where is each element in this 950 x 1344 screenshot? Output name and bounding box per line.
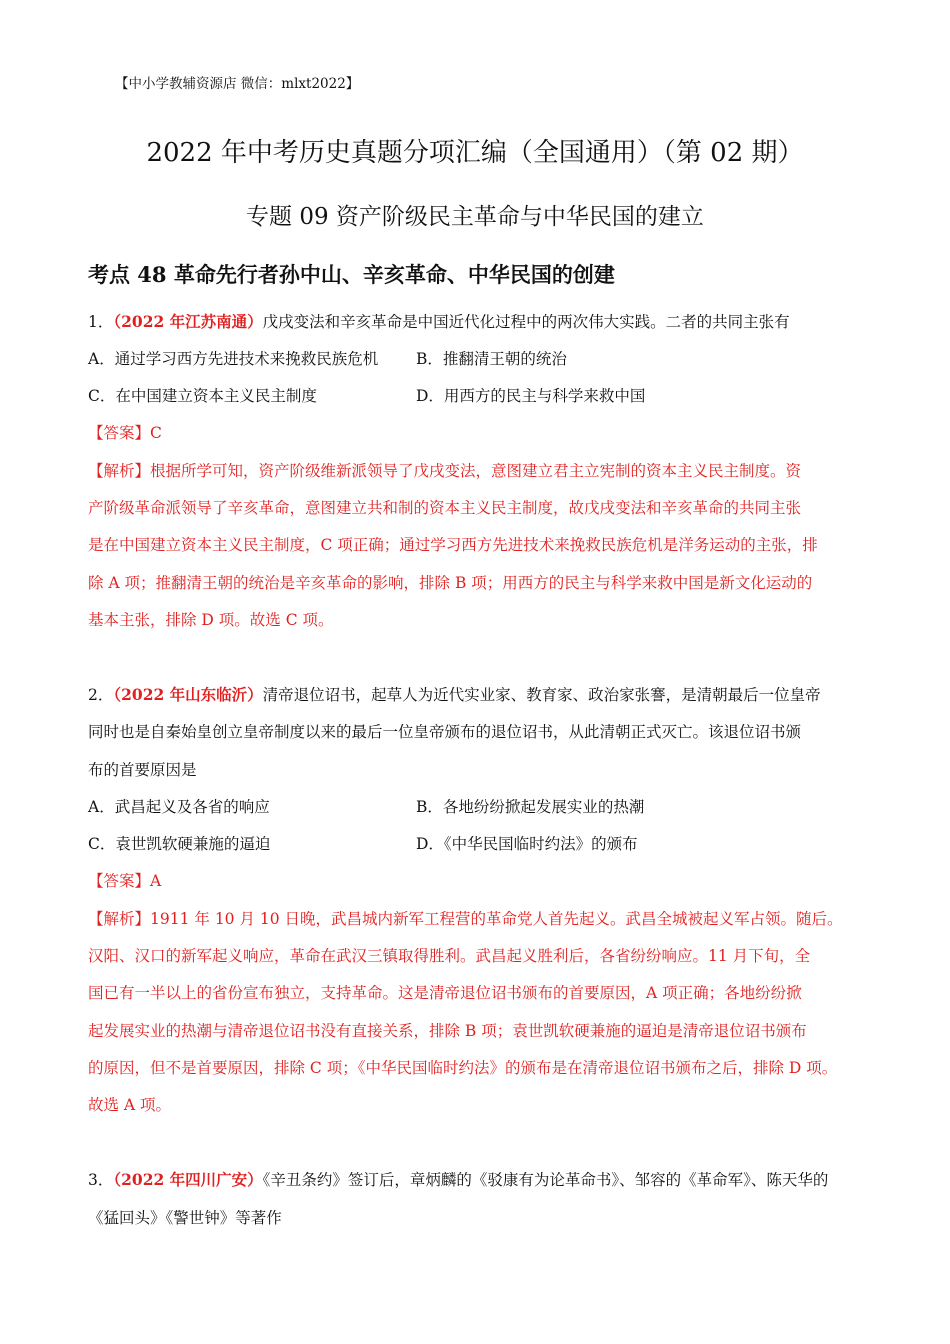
answer-value: C	[150, 424, 162, 442]
answer-value: A	[150, 872, 162, 890]
question-2-analysis-line: 起发展实业的热潮与清帝退位诏书没有直接关系，排除 B 项；袁世凯软硬兼施的逼迫是清帝退位诏书颁布	[88, 1022, 807, 1040]
question-2-analysis-line: 故选 A 项。	[88, 1096, 172, 1114]
question-2-analysis-line: 【解析】1911 年 10 月 10 日晚，武昌城内新军工程营的革命党人首先起义。武昌全城被起义军占领。随后。	[88, 910, 843, 928]
question-2-analysis-line: 的原因，但不是首要原因，排除 C 项；《中华民国临时约法》的颁布是在清帝退位诏书颁布之后，排除 D 项。	[88, 1059, 838, 1077]
question-2-analysis-line: 汉阳、汉口的新军起义响应，革命在武汉三镇取得胜利。武昌起义胜利后，各省纷纷响应。11 月下旬，全	[88, 947, 811, 965]
answer-label: 【答案】	[88, 872, 151, 890]
question-1-option-d: D．用西方的民主与科学来救中国	[416, 387, 646, 405]
document-subtitle: 专题 09 资产阶级民主革命与中华民国的建立	[246, 204, 704, 230]
question-2-stem-line: 布的首要原因是	[88, 761, 197, 779]
question-3-stem-line	[88, 1168, 828, 1190]
question-2-option-d: D．《中华民国临时约法》的颁布	[416, 835, 638, 853]
section-heading: 考点 48 革命先行者孙中山、辛亥革命、中华民国的创建	[88, 262, 615, 287]
question-2-option-c: C．袁世凯软硬兼施的逼迫	[88, 835, 271, 853]
document-title: 2022 年中考历史真题分项汇编（全国通用）（第 02 期）	[146, 138, 804, 168]
question-1-analysis-line: 基本主张，排除 D 项。故选 C 项。	[88, 611, 334, 629]
question-1-option-a: A．通过学习西方先进技术来挽救民族危机	[88, 350, 379, 368]
question-text: 《辛丑条约》签订后，章炳麟的《驳康有为论革命书》、邹容的《革命军》、陈天华的	[262, 1171, 829, 1189]
question-text: 清帝退位诏书，起草人为近代实业家、教育家、政治家张謇，是清朝最后一位皇帝	[262, 686, 821, 704]
question-2-option-b: B．各地纷纷掀起发展实业的热潮	[416, 798, 645, 816]
question-1-answer	[88, 421, 162, 443]
question-source: （2022 年山东临沂）	[113, 685, 263, 704]
question-2-stem-line	[88, 683, 821, 705]
question-3-stem-line: 《猛回头》《警世钟》等著作	[88, 1209, 282, 1227]
question-2-stem-line: 同时也是自秦始皇创立皇帝制度以来的最后一位皇帝颁布的退位诏书，从此清朝正式灭亡。该退位诏书颁	[88, 723, 802, 741]
question-1-option-b: B．推翻清王朝的统治	[416, 350, 567, 368]
question-source: （2022 年江苏南通）	[113, 312, 263, 331]
question-1-analysis-line: 产阶级革命派领导了辛亥革命，意图建立共和制的资本主义民主制度，故戊戌变法和辛亥革命的共同主张	[88, 499, 802, 517]
question-1-stem	[88, 310, 790, 332]
question-1-analysis-line: 是在中国建立资本主义民主制度，C 项正确；通过学习西方先进技术来挽救民族危机是洋务运动的主张，排	[88, 536, 818, 554]
answer-label: 【答案】	[88, 424, 151, 442]
analysis-label: 【解析】	[88, 910, 151, 928]
question-text: 戊戌变法和辛亥革命是中国近代化过程中的两次伟大实践。二者的共同主张有	[262, 313, 790, 331]
question-2-option-a: A．武昌起义及各省的响应	[88, 798, 270, 816]
header-note: 【中小学教辅资源店 微信：mlxt2022】	[115, 76, 360, 92]
question-2-answer	[88, 869, 161, 891]
question-1-analysis-line: 除 A 项；推翻清王朝的统治是辛亥革命的影响，排除 B 项；用西方的民主与科学来救中国是新文化运动的	[88, 574, 813, 592]
question-2-analysis-line: 国已有一半以上的省份宣布独立，支持革命。这是清帝退位诏书颁布的首要原因，A 项正确；各地纷纷掀	[88, 984, 802, 1002]
question-number: 2．	[88, 686, 114, 704]
question-1-analysis-line: 【解析】根据所学可知，资产阶级维新派领导了戊戌变法，意图建立君主立宪制的资本主义民主制度。资	[88, 462, 802, 480]
question-1-option-c: C．在中国建立资本主义民主制度	[88, 387, 317, 405]
analysis-label: 【解析】	[88, 462, 151, 480]
question-number: 3．	[88, 1171, 114, 1189]
question-number: 1．	[88, 313, 114, 331]
question-source: （2022 年四川广安）	[113, 1170, 263, 1189]
